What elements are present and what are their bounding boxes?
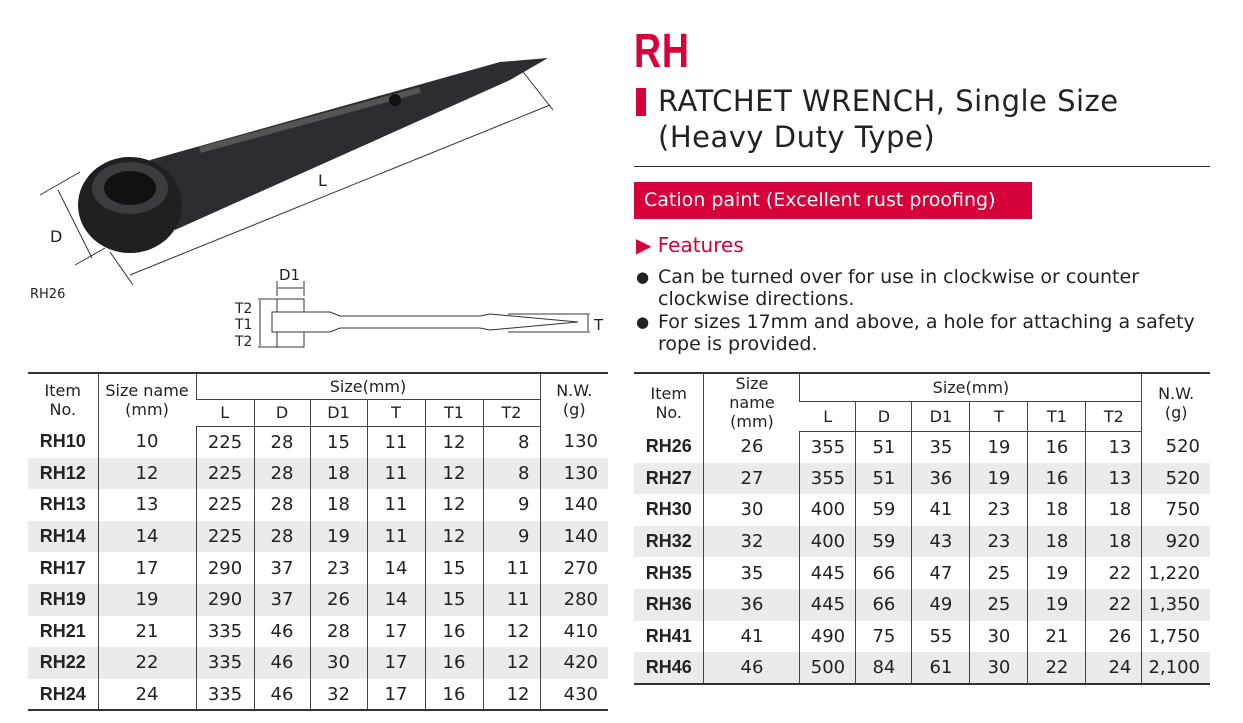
cell: RH13: [39, 494, 86, 515]
cell: 46: [254, 647, 310, 679]
cell: 17: [98, 552, 196, 584]
cell: 36: [704, 589, 800, 621]
table-row: [28, 584, 608, 616]
cell: RH27: [634, 463, 704, 495]
cell: 920: [1142, 526, 1210, 558]
cell: 12: [483, 647, 540, 679]
table-row: [28, 647, 608, 679]
cell: 25: [970, 557, 1028, 589]
cell: 490: [800, 621, 856, 653]
product-subtitle: (Heavy Duty Type): [658, 120, 936, 154]
cell: 16: [1028, 463, 1086, 495]
cell: 30: [970, 621, 1028, 653]
cell: 130: [540, 426, 608, 458]
table-row: [28, 679, 608, 711]
header-size: Size(mm): [800, 373, 1142, 401]
cell: 430: [540, 679, 608, 711]
cell: 2,100: [1142, 652, 1210, 684]
cell: 225: [196, 489, 254, 521]
cell: 35: [704, 557, 800, 589]
cell: 1,750: [1142, 621, 1210, 653]
cell: RH19: [28, 584, 98, 616]
table-row: [634, 652, 1210, 684]
cell: 9: [483, 521, 540, 553]
cell: 280: [540, 584, 608, 616]
header-t1: T1: [425, 399, 483, 426]
cell: RH21: [39, 620, 86, 641]
dim-D-label: D: [50, 227, 63, 246]
cell: 12: [425, 489, 483, 521]
cell: RH41: [645, 625, 692, 646]
divider: [634, 166, 1210, 167]
cell: 51: [856, 431, 912, 463]
dim-T2-label: T2: [235, 301, 253, 317]
cell: 290: [196, 552, 254, 584]
cell: 59: [856, 526, 912, 558]
cell: 8: [483, 426, 540, 458]
features-heading: ▶ Features: [636, 233, 744, 257]
cell: 8: [483, 458, 540, 490]
cell: 335: [196, 616, 254, 648]
cell: 335: [196, 679, 254, 711]
table-row: [634, 494, 1210, 526]
cell: RH14: [28, 521, 98, 553]
cell: RH22: [28, 647, 98, 679]
cell: 400: [800, 494, 856, 526]
cell: 14: [367, 584, 425, 616]
cell: 520: [1142, 463, 1210, 495]
header-size-name: Size name (mm): [98, 373, 196, 426]
cell: 26: [310, 584, 367, 616]
cell: 12: [425, 458, 483, 490]
dim-L-label: L: [318, 171, 327, 190]
cell: 66: [856, 589, 912, 621]
cell: 13: [98, 489, 196, 521]
header-d1: D1: [912, 401, 970, 431]
cell: 16: [425, 647, 483, 679]
table-row: [28, 458, 608, 490]
cell: 11: [483, 584, 540, 616]
cell: 21: [98, 616, 196, 648]
cell: 43: [912, 526, 970, 558]
table-row: [28, 489, 608, 521]
cell: 24: [98, 679, 196, 711]
table-row: [28, 552, 608, 584]
wrench-photo: [78, 58, 548, 253]
cell: 17: [367, 679, 425, 711]
header-t2: T2: [483, 399, 540, 426]
cell: RH24: [39, 683, 86, 704]
header-item: Item No.: [650, 383, 687, 422]
header-weight: N.W. (g): [540, 373, 608, 426]
cell: 12: [98, 458, 196, 490]
header-weight: N.W. (g): [1142, 373, 1210, 431]
cell: 19: [970, 431, 1028, 463]
cell: 9: [483, 489, 540, 521]
header-l: L: [196, 399, 254, 426]
cell: RH36: [634, 589, 704, 621]
cell: 55: [912, 621, 970, 653]
cell: 23: [970, 526, 1028, 558]
cell: RH30: [645, 499, 692, 520]
cell: 225: [196, 426, 254, 458]
cell: 19: [970, 463, 1028, 495]
cell: 335: [196, 647, 254, 679]
cell: 17: [367, 647, 425, 679]
dim-T2-label: T2: [235, 334, 253, 350]
cell: 1,350: [1142, 589, 1210, 621]
cell: 12: [425, 426, 483, 458]
header-d: D: [856, 401, 912, 431]
header-d: D: [254, 399, 310, 426]
cell: 19: [98, 584, 196, 616]
product-code: RH: [634, 25, 690, 78]
feature-item: ● Can be turned over for use in clockwise or counter clockwise directions.: [636, 266, 1196, 310]
cell: 46: [254, 679, 310, 711]
table-row: [634, 431, 1210, 463]
table-row: [634, 557, 1210, 589]
illustration-model-label: RH26: [30, 287, 66, 302]
header-t1: T1: [1028, 401, 1086, 431]
cell: 32: [704, 526, 800, 558]
cell: 47: [912, 557, 970, 589]
cell: 21: [1028, 621, 1086, 653]
cell: 15: [310, 426, 367, 458]
cell: 13: [1086, 463, 1142, 495]
cell: RH35: [645, 562, 692, 583]
header-t: T: [367, 399, 425, 426]
cell: 28: [254, 489, 310, 521]
cell: 28: [254, 426, 310, 458]
cell: 18: [1086, 526, 1142, 558]
cell: 46: [704, 652, 800, 684]
cell: 14: [98, 521, 196, 553]
cell: 355: [800, 431, 856, 463]
cell: 16: [425, 679, 483, 711]
header-size: Size(mm): [196, 373, 540, 399]
table-row: [634, 621, 1210, 653]
cell: 140: [540, 521, 608, 553]
cell: 225: [196, 458, 254, 490]
cell: 25: [970, 589, 1028, 621]
side-view-diagram: [258, 281, 590, 347]
cell: 24: [1086, 652, 1142, 684]
title-marker: [636, 88, 646, 116]
cell: 1,220: [1142, 557, 1210, 589]
header-t: T: [970, 401, 1028, 431]
cell: 51: [856, 463, 912, 495]
cell: 225: [196, 521, 254, 553]
cell: 12: [425, 521, 483, 553]
cell: 59: [856, 494, 912, 526]
cell: 41: [912, 494, 970, 526]
cell: 23: [970, 494, 1028, 526]
cell: 22: [1028, 652, 1086, 684]
cell: 28: [310, 616, 367, 648]
header-item: Item No.: [44, 381, 81, 419]
spec-table-left: [28, 372, 608, 711]
cell: 19: [1028, 557, 1086, 589]
cell: 750: [1142, 494, 1210, 526]
cell: 19: [310, 521, 367, 553]
cell: 23: [310, 552, 367, 584]
header-l: L: [800, 401, 856, 431]
cell: 35: [912, 431, 970, 463]
cell: 26: [1086, 621, 1142, 653]
cell: 270: [540, 552, 608, 584]
cell: 12: [483, 679, 540, 711]
cell: RH12: [28, 458, 98, 490]
cell: 22: [1086, 589, 1142, 621]
cell: 30: [704, 494, 800, 526]
table-row: [28, 521, 608, 553]
cell: 37: [254, 552, 310, 584]
cell: 19: [1028, 589, 1086, 621]
cell: 290: [196, 584, 254, 616]
cell: 18: [1086, 494, 1142, 526]
spec-table-right: [634, 372, 1210, 685]
cell: RH46: [634, 652, 704, 684]
cell: 11: [367, 521, 425, 553]
cell: 16: [425, 616, 483, 648]
cell: 27: [704, 463, 800, 495]
cell: 12: [483, 616, 540, 648]
table-row: [634, 463, 1210, 495]
cell: 46: [254, 616, 310, 648]
dim-T1-label: T1: [235, 317, 253, 333]
cell: 13: [1086, 431, 1142, 463]
cell: 15: [425, 552, 483, 584]
cell: 30: [310, 647, 367, 679]
cell: 30: [970, 652, 1028, 684]
cell: 520: [1142, 431, 1210, 463]
cell: 61: [912, 652, 970, 684]
cell: 84: [856, 652, 912, 684]
cell: 26: [704, 431, 800, 463]
cell: 17: [367, 616, 425, 648]
dim-T-label: T: [594, 316, 604, 334]
table-row: [634, 589, 1210, 621]
cell: 500: [800, 652, 856, 684]
cell: 28: [254, 521, 310, 553]
finish-badge: Cation paint (Excellent rust proofing): [634, 182, 1032, 219]
cell: 445: [800, 589, 856, 621]
cell: 445: [800, 557, 856, 589]
header-t2: T2: [1086, 401, 1142, 431]
table-row: [634, 526, 1210, 558]
table-row: [28, 426, 608, 458]
cell: 420: [540, 647, 608, 679]
cell: 16: [1028, 431, 1086, 463]
cell: 75: [856, 621, 912, 653]
cell: 140: [540, 489, 608, 521]
cell: 37: [254, 584, 310, 616]
header-size-name: Size name (mm): [704, 373, 800, 431]
cell: RH26: [645, 436, 692, 457]
cell: 400: [800, 526, 856, 558]
cell: RH10: [39, 431, 86, 452]
table-row: [28, 616, 608, 648]
feature-item: ● For sizes 17mm and above, a hole for attaching a safety rope is provided.: [636, 311, 1196, 355]
cell: 32: [310, 679, 367, 711]
cell: 18: [1028, 494, 1086, 526]
cell: 22: [98, 647, 196, 679]
cell: 11: [367, 458, 425, 490]
cell: 18: [1028, 526, 1086, 558]
cell: 130: [540, 458, 608, 490]
cell: 66: [856, 557, 912, 589]
cell: 49: [912, 589, 970, 621]
cell: 355: [800, 463, 856, 495]
cell: 28: [254, 458, 310, 490]
cell: 410: [540, 616, 608, 648]
cell: 36: [912, 463, 970, 495]
dim-D1-label: D1: [279, 266, 301, 284]
cell: RH32: [634, 526, 704, 558]
cell: 18: [310, 489, 367, 521]
wrench-illustration: [0, 0, 620, 370]
cell: 11: [367, 489, 425, 521]
product-title: RATCHET WRENCH, Single Size: [658, 84, 1119, 118]
cell: 11: [483, 552, 540, 584]
cell: 11: [367, 426, 425, 458]
cell: 22: [1086, 557, 1142, 589]
cell: 14: [367, 552, 425, 584]
header-d1: D1: [310, 399, 367, 426]
cell: 18: [310, 458, 367, 490]
cell: 10: [98, 426, 196, 458]
cell: 15: [425, 584, 483, 616]
cell: RH17: [39, 557, 86, 578]
cell: 41: [704, 621, 800, 653]
